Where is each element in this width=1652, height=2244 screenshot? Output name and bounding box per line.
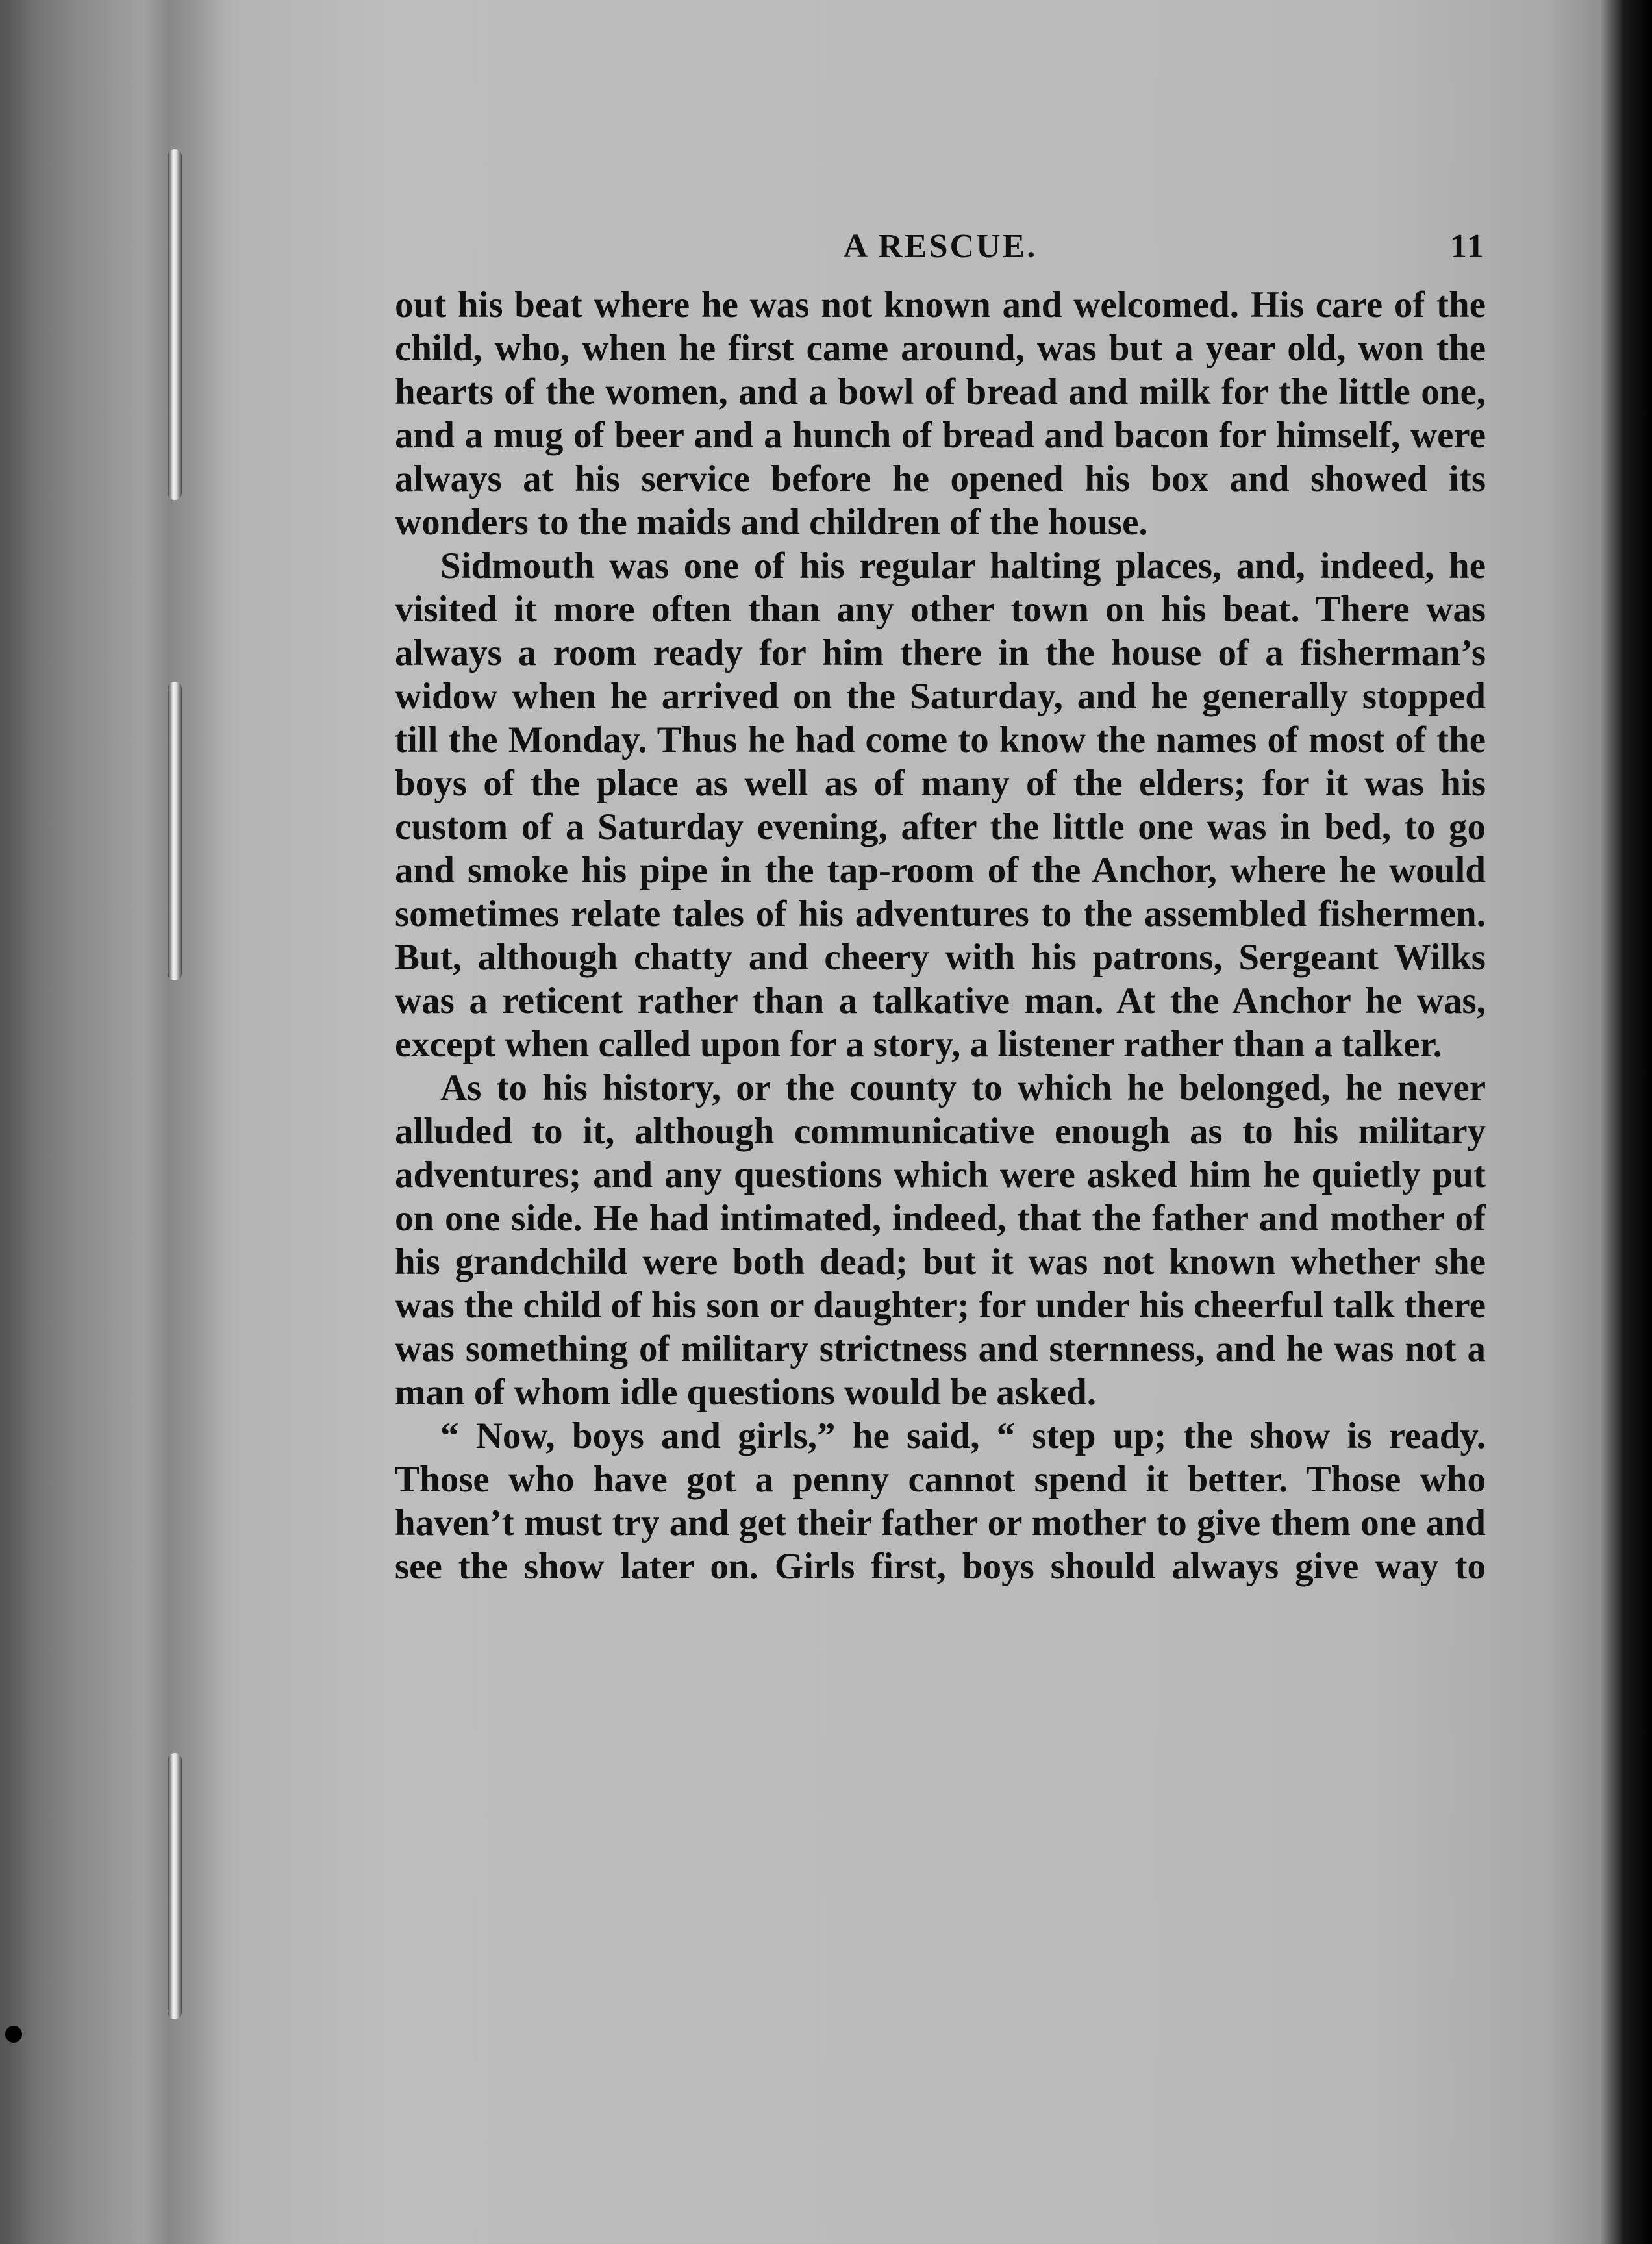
- scan-speck: [5, 2026, 22, 2043]
- book-gutter-shadow: [0, 0, 221, 2244]
- paragraph-4: “ Now, boys and girls,” he said, “ step up; the show is ready. Those who have got a penny cannot spend it better. Those who haven’t must try and get their father or mother to give them one and see the show later on. Girls first, boys should always give way to: [395, 1415, 1486, 1587]
- book-page: [395, 227, 1486, 1588]
- running-head-title: A RESCUE.: [843, 228, 1038, 265]
- paragraph-2: Sidmouth was one of his regular halting places, and, indeed, he visited it more often than any other town on his beat. There was always a room ready for him there in the house of a fisherman’s widow when he arrived on the Saturday, and he generally stopped till the Monday. Thus he had come to know the names of most of the boys of the place as well as of many of the elders; for it was his custom of a Saturday evening, after the little one was in bed, to go and smoke his pipe in the tap-room of the Anchor, where he would sometimes relate tales of his adventures to the assembled fishermen. But, although chatty and cheery with his patrons, Sergeant Wilks was a reticent rather than a talkative man. At the Anchor he was, except when called upon for a story, a listener rather than a talker.: [395, 545, 1486, 1065]
- paragraph-3: As to his history, or the county to which he belonged, he never alluded to it, although communicative enough as to his military adventures; and any questions which were asked him he quietly put on one side. He had intimated, indeed, that the father and mother of his grandchild were both dead; but it was not known whether she was the child of his son or daughter; for under his cheerful talk there was something of military strictness and sternness, and he was not a man of whom idle questions would be asked.: [395, 1067, 1486, 1413]
- page-edge: [1601, 0, 1621, 2244]
- page-number: 11: [1449, 228, 1486, 265]
- binding-stitch: [168, 1753, 182, 2019]
- body-text: [395, 283, 1486, 1588]
- binding-stitch: [168, 149, 182, 500]
- paragraph-1: out his beat where he was not known and welcomed. His care of the child, who, when he first came around, was but a year old, won the hearts of the women, and a bowl of bread and milk for the little one, and a mug of beer and a hunch of bread and bacon for himself, were always at his service before he opened his box and showed its wonders to the maids and children of the house.: [395, 284, 1486, 543]
- running-head: [395, 227, 1486, 279]
- binding-stitch: [168, 682, 182, 980]
